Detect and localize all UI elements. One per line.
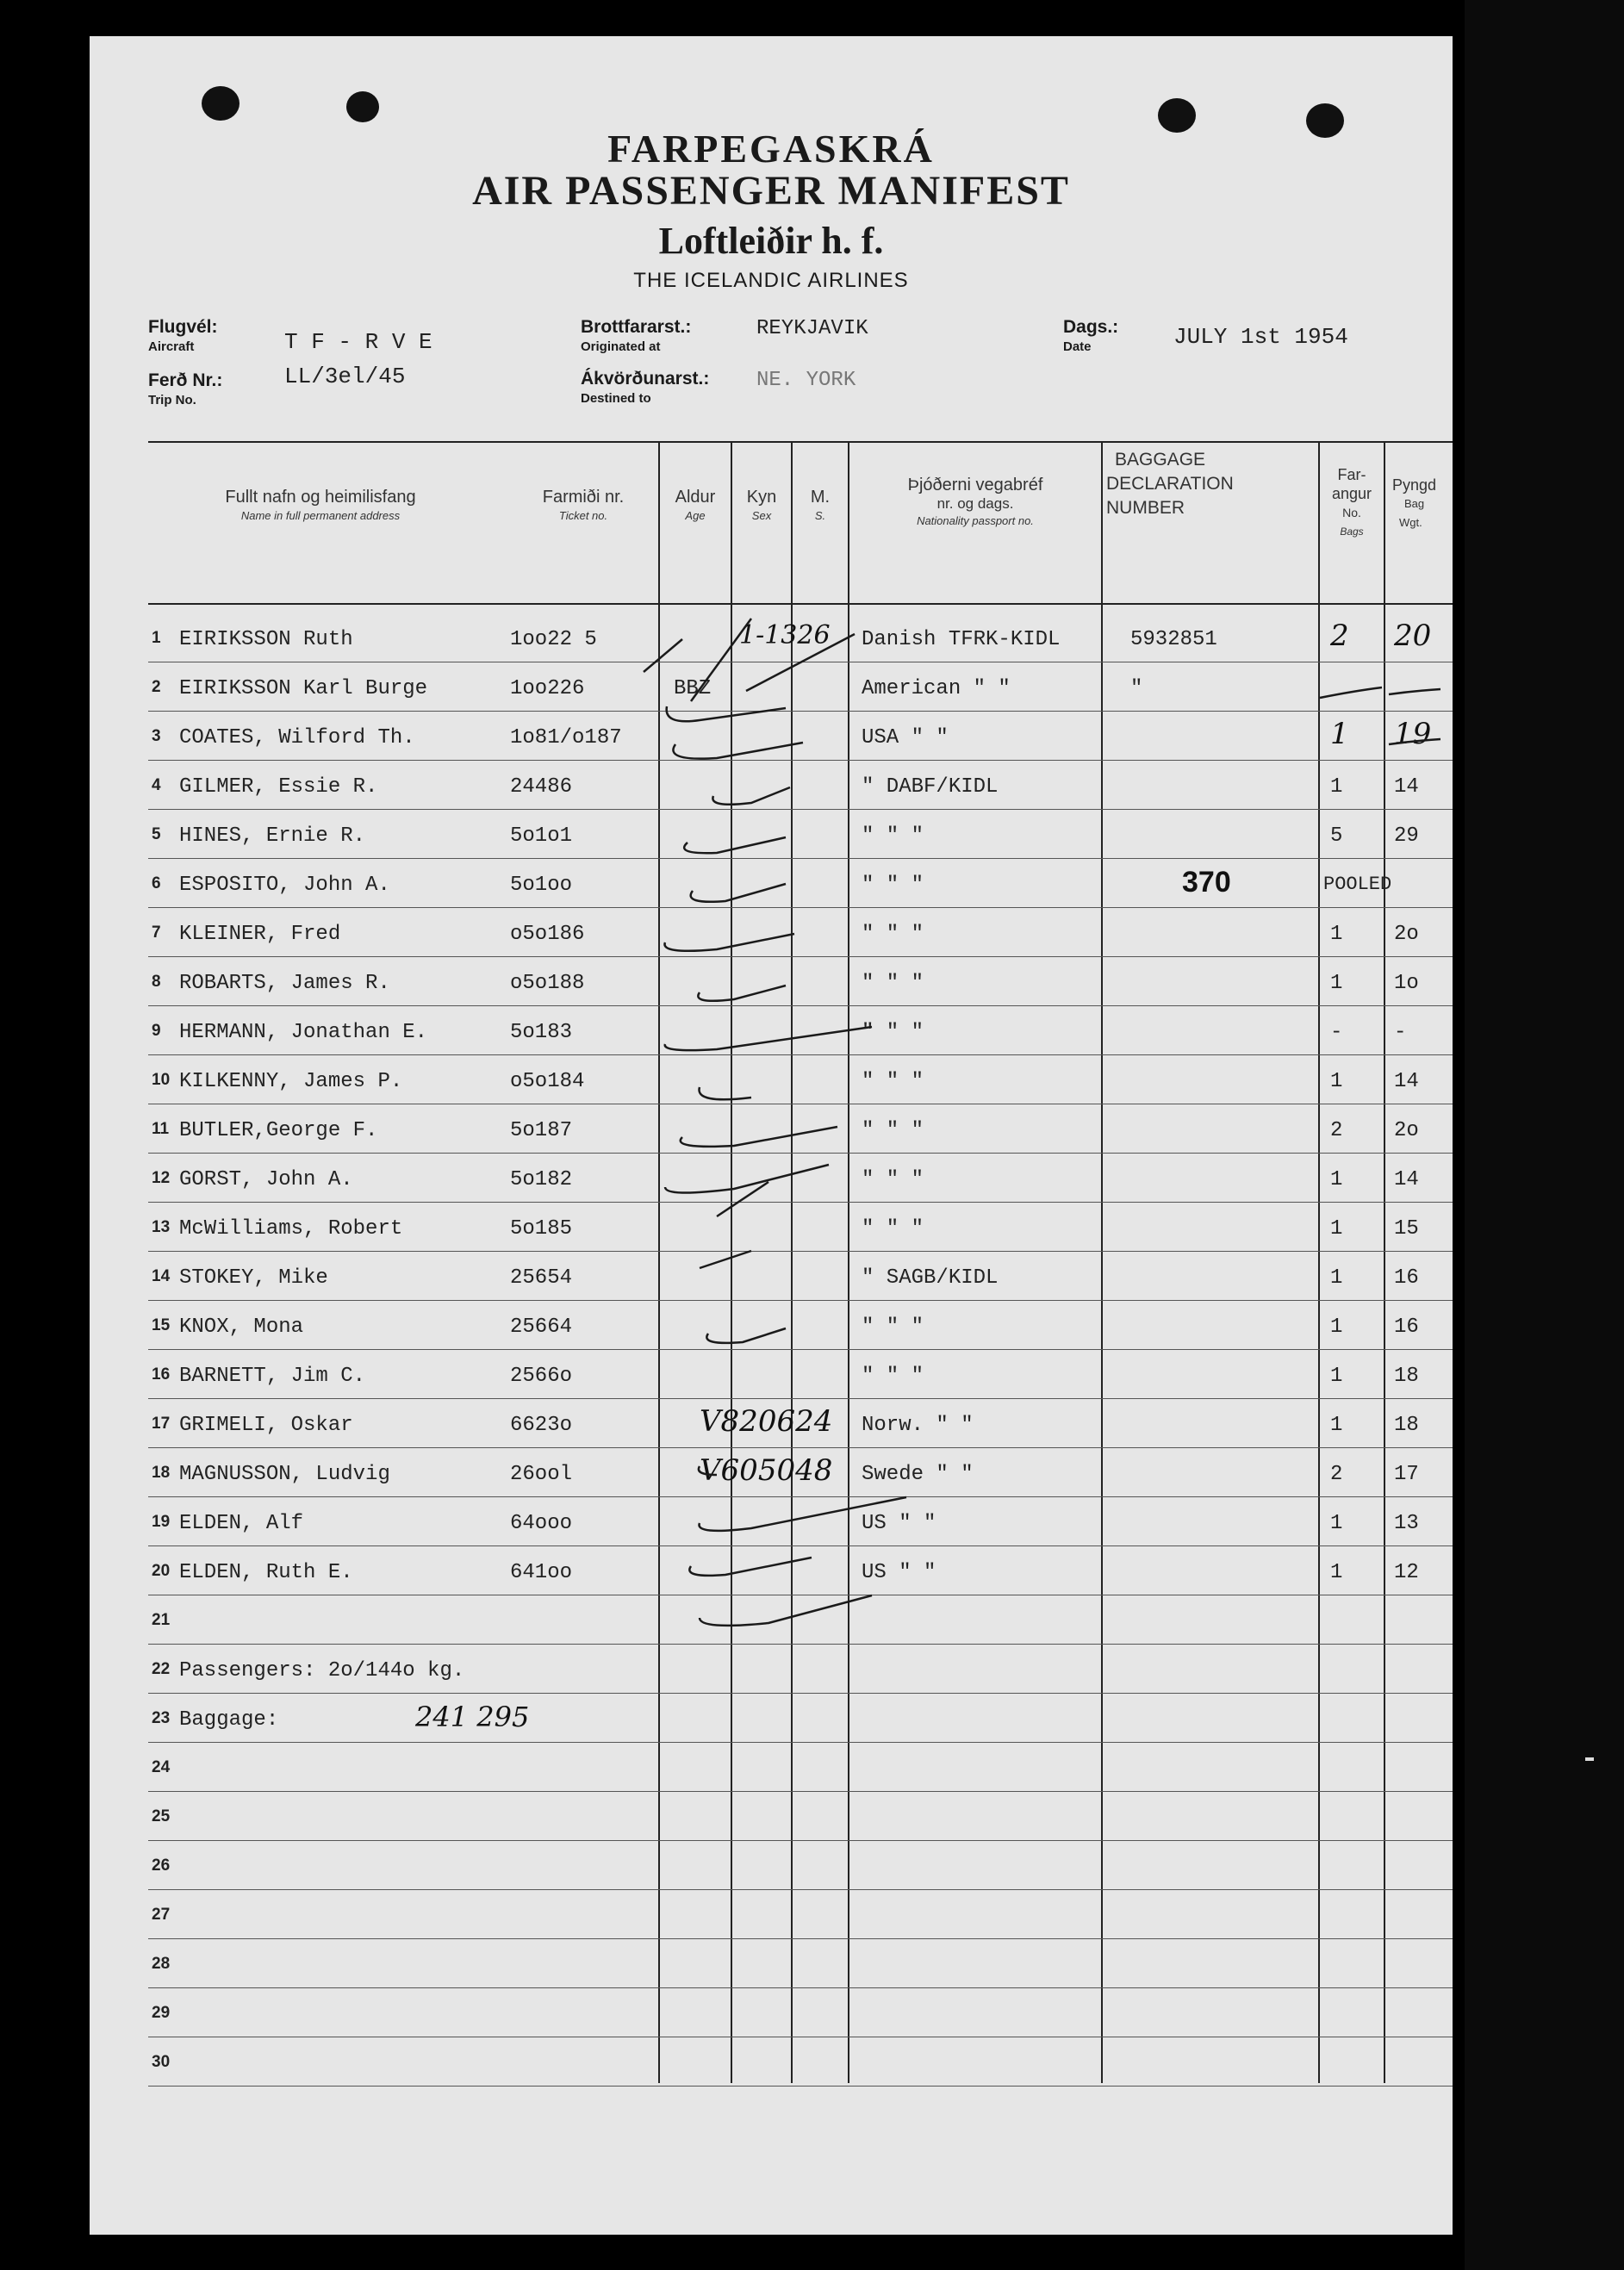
bag-count: 1 [1330, 775, 1343, 799]
nationality-passport: " " " [862, 1119, 924, 1142]
bag-weight: 14 [1394, 1168, 1419, 1191]
row-number: 20 [152, 1562, 171, 1580]
row-number: 27 [152, 1906, 171, 1924]
bag-count: 1 [1330, 1512, 1343, 1535]
pen-stroke [1389, 689, 1440, 694]
nationality-passport: " " " [862, 1168, 924, 1191]
col-head-weight: Pyngd Bag Wgt. [1392, 476, 1437, 529]
bag-count: 1 [1330, 717, 1349, 751]
pen-stroke [665, 1165, 829, 1193]
pen-stroke [667, 706, 786, 721]
col-head-marital: M. S. [810, 488, 831, 522]
row-number: 16 [152, 1365, 171, 1384]
row-number: 12 [152, 1169, 171, 1187]
row-number: 22 [152, 1660, 171, 1678]
ticket-number: 26ool [510, 1463, 573, 1486]
punch-hole [346, 91, 379, 122]
nationality-passport: US " " [862, 1561, 936, 1584]
pen-stroke [644, 639, 682, 672]
bag-weight: 2o [1394, 1119, 1419, 1142]
bag-count: 1 [1330, 1070, 1343, 1093]
passenger-name: EIRIKSSON Ruth [179, 628, 353, 651]
row-number: 14 [152, 1267, 171, 1285]
pen-stroke [700, 1251, 751, 1268]
handwritten-marks [148, 441, 1453, 2112]
bag-count: 5 [1330, 824, 1343, 848]
company-name: Loftleiðir h. f. [658, 220, 884, 262]
passenger-name: BARNETT, Jim C. [179, 1365, 366, 1388]
row-number: 4 [152, 776, 161, 794]
ticket-number: 5o185 [510, 1217, 573, 1241]
passenger-name: ROBARTS, James R. [179, 972, 390, 995]
pen-stroke [684, 837, 786, 853]
ticket-number: 25664 [510, 1315, 573, 1339]
handwritten-note: 1-1326 [739, 620, 831, 650]
row-number: 24 [152, 1758, 171, 1776]
aircraft-label: Flugvél: Aircraft [148, 317, 218, 354]
ticket-number: 1o81/o187 [510, 726, 622, 749]
bag-weight: - [1394, 1021, 1407, 1044]
passenger-name: COATES, Wilford Th. [179, 726, 415, 749]
passenger-name: GRIMELI, Oskar [179, 1414, 353, 1437]
bag-weight: 17 [1394, 1463, 1419, 1486]
passenger-name: GILMER, Essie R. [179, 775, 378, 799]
destination-value: NE. YORK [756, 369, 856, 392]
origin-label: Brottfararst.: Originated at [581, 317, 692, 354]
pen-stroke [700, 1595, 872, 1626]
bag-weight: 18 [1394, 1414, 1419, 1437]
passenger-name: ESPOSITO, John A. [179, 874, 390, 897]
title-english: AIR PASSENGER MANIFEST [472, 168, 1070, 214]
ticket-number: 5o1o1 [510, 824, 573, 848]
bag-count: 1 [1330, 1217, 1343, 1241]
ticket-number: 5o187 [510, 1119, 573, 1142]
ticket-number: 2566o [510, 1365, 573, 1388]
pen-stroke [746, 634, 855, 691]
passenger-name: STOKEY, Mike [179, 1266, 328, 1290]
pen-stroke [1389, 739, 1440, 744]
bag-count: POOLED [1323, 874, 1392, 895]
ticket-number: 64ooo [510, 1512, 573, 1535]
passenger-name: HERMANN, Jonathan E. [179, 1021, 428, 1044]
bag-weight: 14 [1394, 775, 1419, 799]
row-number: 10 [152, 1071, 171, 1089]
bag-count: 2 [1330, 1119, 1343, 1142]
ticket-number: 5o182 [510, 1168, 573, 1191]
bag-weight: 29 [1394, 824, 1419, 848]
date-label: Dags.: Date [1063, 317, 1119, 354]
ticket-number: 5o183 [510, 1021, 573, 1044]
col-head-bags: Far- angur No. Bags [1331, 466, 1372, 538]
bag-weight: 16 [1394, 1266, 1419, 1290]
passenger-name: MAGNUSSON, Ludvig [179, 1463, 390, 1486]
row-number: 23 [152, 1709, 171, 1727]
row-number: 15 [152, 1316, 171, 1334]
pen-stroke [665, 934, 795, 951]
row-number: 17 [152, 1415, 171, 1433]
nationality-passport: " " " [862, 1070, 924, 1093]
col-head-age: Aldur Age [675, 488, 716, 522]
bag-count: - [1330, 1021, 1343, 1044]
pen-stroke [691, 884, 786, 902]
row-number: 30 [152, 2053, 171, 2071]
row-number: 7 [152, 924, 161, 942]
ticket-number: 1oo226 [510, 677, 585, 700]
col-head-baggage-declaration: BAGGAGE DECLARATION NUMBER [1106, 450, 1234, 518]
airline-name: THE ICELANDIC AIRLINES [633, 269, 909, 292]
ticket-number: 25654 [510, 1266, 573, 1290]
row-number: 26 [152, 1856, 171, 1875]
ticket-number: 641oo [510, 1561, 573, 1584]
col-head-sex: Kyn Sex [746, 488, 777, 522]
bag-count: 2 [1330, 619, 1349, 653]
bag-count: 1 [1330, 1561, 1343, 1584]
nationality-passport: " " " [862, 1021, 924, 1044]
passenger-table [148, 441, 1453, 2112]
nationality-passport: Swede " " [862, 1463, 974, 1486]
nationality-passport: American " " [862, 677, 1011, 700]
trip-value: LL/3el/45 [284, 364, 406, 389]
ticket-number: 24486 [510, 775, 573, 799]
pen-stroke [706, 1328, 786, 1343]
row-number: 29 [152, 2004, 171, 2022]
bag-count: 1 [1330, 1266, 1343, 1290]
passenger-name: Baggage: [179, 1708, 279, 1732]
bag-weight: 13 [1394, 1512, 1419, 1535]
row-number: 28 [152, 1955, 171, 1973]
baggage-declaration: 5932851 [1130, 628, 1217, 651]
bag-weight: 19 [1394, 717, 1432, 751]
ticket-number: o5o188 [510, 972, 585, 995]
handwritten-note: 241 295 [415, 1701, 530, 1733]
row-number: 3 [152, 727, 161, 745]
pen-stroke [700, 1497, 907, 1531]
pen-stroke [699, 1466, 717, 1475]
handwritten-note: V605048 [700, 1453, 833, 1488]
pen-stroke [665, 1027, 872, 1050]
nationality-passport: " " " [862, 923, 924, 946]
bag-count: 1 [1330, 972, 1343, 995]
passenger-name: EIRIKSSON Karl Burge [179, 677, 428, 700]
bag-count: 1 [1330, 1414, 1343, 1437]
ticket-number: 5o1oo [510, 874, 573, 897]
title-icelandic: FARPEGASKRÁ [607, 127, 935, 171]
nationality-passport: Danish TFRK-KIDL [862, 628, 1061, 651]
bag-weight: 1o [1394, 972, 1419, 995]
destination-label: Ákvörðunarst.: Destined to [581, 369, 710, 406]
punch-hole [202, 86, 240, 121]
nationality-passport: " " " [862, 1315, 924, 1339]
nationality-passport: " DABF/KIDL [862, 775, 999, 799]
bag-count: 2 [1330, 1463, 1343, 1486]
handwritten-note: V820624 [700, 1404, 833, 1439]
bag-weight: 2o [1394, 923, 1419, 946]
row-number: 9 [152, 1022, 161, 1040]
nationality-passport: " " " [862, 1365, 924, 1388]
bag-count: 1 [1330, 1168, 1343, 1191]
pen-stroke [700, 1087, 752, 1099]
date-value: JULY 1st 1954 [1173, 324, 1348, 350]
bag-count: 1 [1330, 923, 1343, 946]
passenger-name: McWilliams, Robert [179, 1217, 403, 1241]
col-head-ticket: Farmiði nr. Ticket no. [542, 488, 625, 522]
age-cell: BBZ [674, 677, 712, 700]
ticket-number: o5o186 [510, 923, 585, 946]
ticket-number: 6623o [510, 1414, 573, 1437]
pen-stroke [698, 986, 786, 1001]
passenger-name: ELDEN, Ruth E. [179, 1561, 353, 1584]
bag-weight: 18 [1394, 1365, 1419, 1388]
baggage-declaration: 370 [1182, 866, 1231, 899]
nationality-passport: " SAGB/KIDL [862, 1266, 999, 1290]
scanner-background [1465, 0, 1624, 2270]
bag-weight: 12 [1394, 1561, 1419, 1584]
nationality-passport: US " " [862, 1512, 936, 1535]
passenger-name: BUTLER,George F. [179, 1119, 378, 1142]
nationality-passport: " " " [862, 972, 924, 995]
ticket-number: o5o184 [510, 1070, 585, 1093]
passenger-name: KILKENNY, James P. [179, 1070, 403, 1093]
bag-weight: 14 [1394, 1070, 1419, 1093]
row-number: 11 [152, 1120, 170, 1138]
bag-count: 1 [1330, 1365, 1343, 1388]
passenger-name: KLEINER, Fred [179, 923, 341, 946]
pen-stroke [691, 619, 751, 701]
row-number: 13 [152, 1218, 171, 1236]
row-number: 19 [152, 1513, 171, 1531]
ticket-number: 1oo22 5 [510, 628, 597, 651]
passenger-name: Passengers: 2o/144o kg. [179, 1659, 465, 1682]
pen-stroke [681, 1127, 837, 1147]
nationality-passport: Norw. " " [862, 1414, 974, 1437]
row-number: 21 [152, 1611, 171, 1629]
bag-weight: 15 [1394, 1217, 1419, 1241]
row-number: 18 [152, 1464, 171, 1482]
pen-stroke [1320, 687, 1382, 698]
pen-stroke [712, 787, 790, 805]
row-number: 6 [152, 874, 161, 892]
row-number: 2 [152, 678, 161, 696]
bag-count: 1 [1330, 1315, 1343, 1339]
nationality-passport: " " " [862, 1217, 924, 1241]
bag-weight: 20 [1394, 619, 1432, 653]
col-head-nationality: Þjóðerni vegabréf nr. og dags. Nationality passport no. [907, 476, 1043, 527]
passenger-name: ELDEN, Alf [179, 1512, 304, 1535]
bag-weight: 16 [1394, 1315, 1419, 1339]
dust-speck [1585, 1757, 1594, 1761]
trip-label: Ferð Nr.: Trip No. [148, 370, 223, 407]
nationality-passport: " " " [862, 824, 924, 848]
baggage-declaration: " [1130, 677, 1143, 700]
nationality-passport: " " " [862, 874, 924, 897]
passenger-name: GORST, John A. [179, 1168, 353, 1191]
pen-stroke [673, 743, 803, 759]
row-number: 5 [152, 825, 161, 843]
pen-stroke [689, 1558, 812, 1576]
col-head-name: Fullt nafn og heimilisfang Name in full permanent address [225, 488, 416, 522]
row-number: 8 [152, 973, 161, 991]
origin-value: REYKJAVIK [756, 317, 868, 340]
manifest-page [90, 36, 1453, 2235]
nationality-passport: USA " " [862, 726, 949, 749]
row-number: 1 [152, 629, 161, 647]
aircraft-value: T F - R V E [284, 329, 432, 355]
passenger-name: KNOX, Mona [179, 1315, 304, 1339]
passenger-name: HINES, Ernie R. [179, 824, 366, 848]
row-number: 25 [152, 1807, 171, 1825]
